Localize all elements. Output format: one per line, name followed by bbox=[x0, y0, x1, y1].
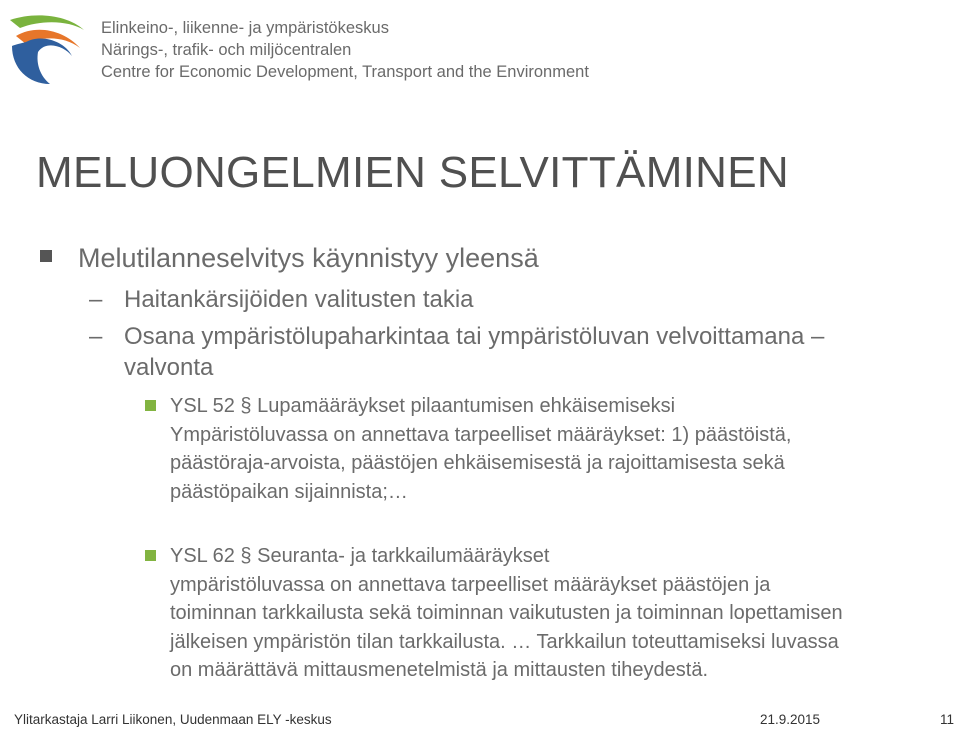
bullet-text-line: ympäristöluvassa on annettava tarpeelliset määräykset päästöjen ja bbox=[170, 573, 771, 596]
bullet-text: Melutilanneselvitys käynnistyy yleensä bbox=[78, 243, 539, 273]
bullet-text-line: on määrättävä mittausmenetelmistä ja mittausten tiheydestä. bbox=[170, 659, 709, 681]
ely-logo-icon bbox=[6, 6, 86, 86]
footer-date: 21.9.2015 bbox=[760, 712, 821, 727]
footer-page-number: 11 bbox=[940, 712, 955, 727]
square-bullet-icon bbox=[40, 250, 52, 262]
bullet-text: Haitankärsijöiden valitusten takia bbox=[124, 286, 474, 313]
org-name-fi: Elinkeino-, liikenne- ja ympäristökeskus bbox=[101, 19, 389, 37]
bullet-text-line: päästöpaikan sijainnista;… bbox=[170, 480, 408, 503]
bullet-text-line: päästöraja-arvoista, päästöjen ehkäisemisestä ja rajoittamisesta sekä bbox=[170, 452, 785, 474]
org-name-sv: Närings-, trafik- och miljöcentralen bbox=[101, 41, 352, 59]
dash-bullet-icon: – bbox=[89, 323, 103, 350]
bullet-text-line: valvonta bbox=[124, 354, 214, 381]
green-square-bullet-icon bbox=[145, 550, 156, 561]
slide-title: MELUONGELMIEN SELVITTÄMINEN bbox=[36, 148, 789, 197]
green-square-bullet-icon bbox=[145, 400, 156, 411]
bullet-text-line: Ympäristöluvassa on annettava tarpeelliset määräykset: 1) päästöistä, bbox=[170, 423, 792, 446]
bullet-text-line: YSL 52 § Lupamääräykset pilaantumisen ehkäisemiseksi bbox=[170, 395, 676, 417]
bullet-text-line: jälkeisen ympäristön tilan tarkkailusta. … Tarkkailun toteuttamiseksi luvassa bbox=[170, 630, 839, 653]
dash-bullet-icon: – bbox=[89, 286, 103, 313]
bullet-text-line: YSL 62 § Seuranta- ja tarkkailumääräykset bbox=[170, 545, 550, 567]
bullet-text-line: toiminnan tarkkailusta sekä toiminnan vaikutusten ja toiminnan lopettamisen bbox=[170, 602, 843, 624]
organization-name bbox=[101, 17, 589, 83]
bullet-text-line: Osana ympäristölupaharkintaa tai ympäristöluvan velvoittamana – bbox=[124, 323, 825, 350]
org-name-en: Centre for Economic Development, Transport and the Environment bbox=[101, 63, 589, 81]
footer-author: Ylitarkastaja Larri Liikonen, Uudenmaan ELY -keskus bbox=[14, 712, 332, 727]
